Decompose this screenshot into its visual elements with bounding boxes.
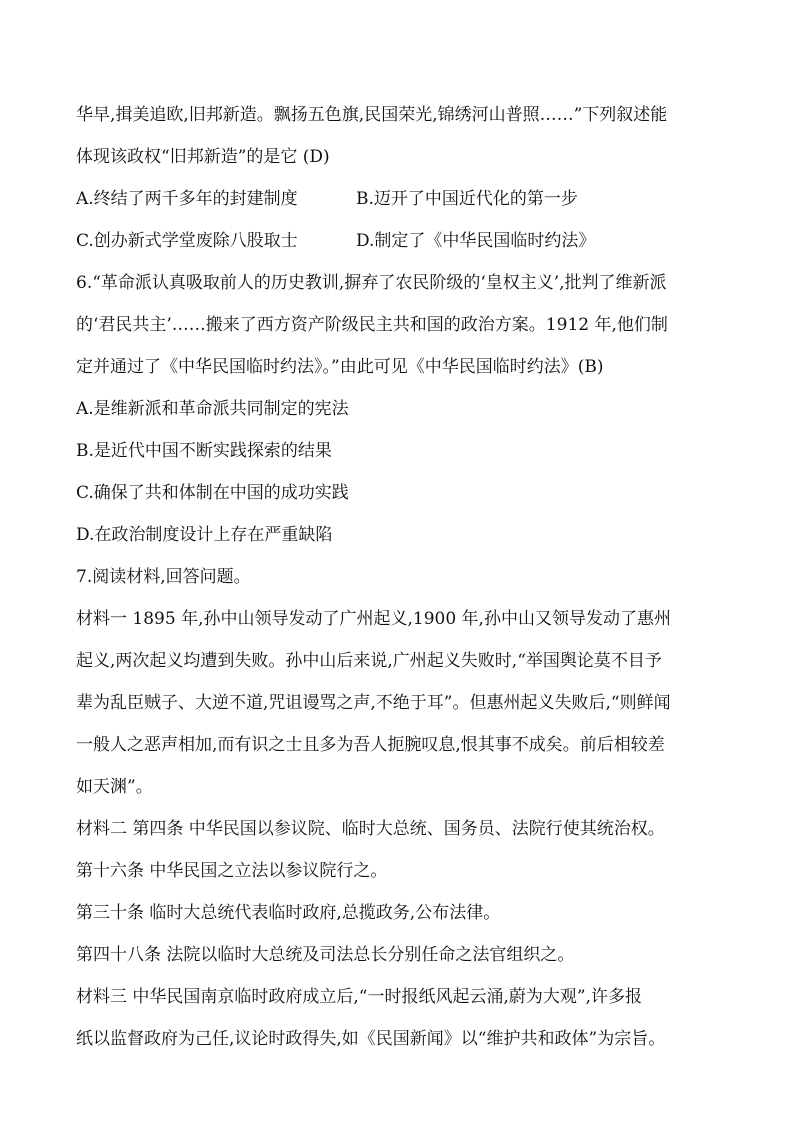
q7-material-1-line-5: 如天渊”。 (76, 777, 153, 797)
q6-text-line-1: 6.“革命派认真吸取前人的历史教训,摒弃了农民阶级的‘皇权主义’,批判了维新派 (76, 273, 667, 293)
q5-option-c: C.创办新式学堂废除八股取士 (76, 231, 298, 251)
q7-material-2-line-1: 材料二 第四条 中华民国以参议院、临时大总统、国务员、法院行使其统治权。 (76, 819, 665, 839)
q7-material-1-line-1: 材料一 1895 年,孙中山领导发动了广州起义,1900 年,孙中山又领导发动了惠州 (76, 609, 671, 629)
q7-material-1-line-3: 辈为乱臣贼子、大逆不道,咒诅谩骂之声,不绝于耳”。但惠州起义失败后,“则鲜闻 (76, 693, 671, 713)
q5-options-row-1 (76, 187, 726, 211)
q5-options-row-2 (76, 229, 726, 253)
q7-stem: 7.阅读材料,回答问题。 (76, 567, 251, 587)
q6-text-line-2: 的‘君民共主’……搬来了西方资产阶级民主共和国的政治方案。1912 年,他们制 (76, 315, 668, 335)
q6-text-line-3: 定并通过了《中华民国临时约法》。”由此可见《中华民国临时约法》(B) (76, 357, 604, 377)
q5-option-d: D.制定了《中华民国临时约法》 (356, 231, 596, 251)
q5-text-line-2: 体现该政权“旧邦新造”的是它 (D) (76, 147, 330, 167)
q6-option-d: D.在政治制度设计上存在严重缺陷 (76, 525, 333, 545)
q5-option-b: B.迈开了中国近代化的第一步 (356, 189, 578, 209)
q6-option-c: C.确保了共和体制在中国的成功实践 (76, 483, 349, 503)
q7-material-3-line-1: 材料三 中华民国南京临时政府成立后,“一时报纸风起云涌,蔚为大观”,许多报 (76, 987, 642, 1007)
q7-material-3-line-2: 纸以监督政府为己任,议论时政得失,如《民国新闻》以“维护共和政体”为宗旨。 (76, 1029, 666, 1049)
q5-text-line-1: 华早,揖美追欧,旧邦新造。飘扬五色旗,民国荣光,锦绣河山普照……”下列叙述能 (76, 105, 668, 125)
q7-material-2-line-3: 第三十条 临时大总统代表临时政府,总揽政务,公布法律。 (76, 903, 501, 923)
q5-option-a: A.终结了两千多年的封建制度 (76, 189, 298, 209)
q6-option-a: A.是维新派和革命派共同制定的宪法 (76, 399, 349, 419)
q7-material-1-line-2: 起义,两次起义均遭到失败。孙中山后来说,广州起义失败时,“举国舆论莫不目予 (76, 651, 662, 671)
q7-material-2-line-4: 第四十八条 法院以临时大总统及司法总长分别任命之法官组织之。 (76, 945, 575, 965)
q7-material-2-line-2: 第十六条 中华民国之立法以参议院行之。 (76, 861, 388, 881)
q7-material-1-line-4: 一般人之恶声相加,而有识之士且多为吾人扼腕叹息,恨其事不成矣。前后相较差 (76, 735, 665, 755)
q6-option-b: B.是近代中国不断实践探索的结果 (76, 441, 332, 461)
